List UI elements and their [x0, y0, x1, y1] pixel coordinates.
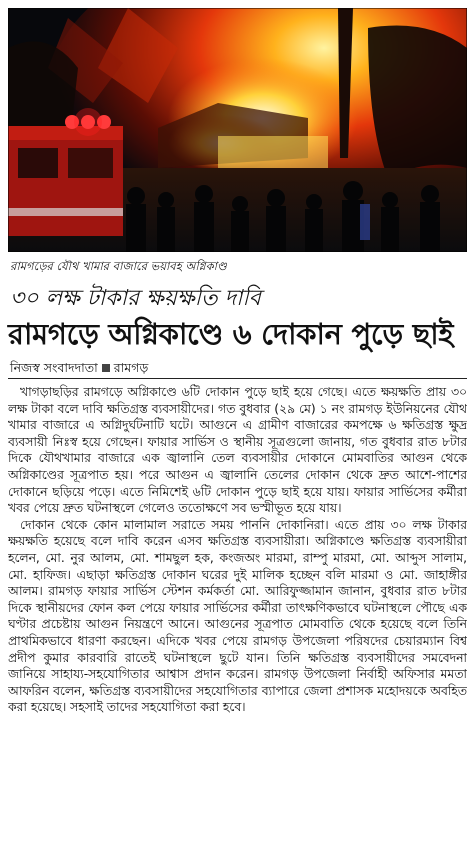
- article-body: [8, 384, 467, 849]
- byline-location: রামগড়: [113, 360, 149, 375]
- headline: রামগড়ে অগ্নিকাণ্ডে ৬ দোকান পুড়ে ছাই: [8, 317, 454, 351]
- byline-reporter: নিজস্ব সংবাদদাতা: [10, 360, 98, 375]
- fire-photo: [8, 8, 467, 252]
- paragraph: খাগড়াছড়ির রামগড়ে অগ্নিকাণ্ডে ৬টি দোকান পুড়ে ছাই হয়ে গেছে। এতে ক্ষয়ক্ষতি প্রায় ৩০ লক্ষ টাকা বলে দাবি ক্ষতিগ্রস্ত ব্যবসায়ীদের। গত বুধবার (২৯ মে) ১ নং রামগড় ইউনিয়নের যৌথ খামার বাজারে এ অগ্নিদুর্ঘটনাটি ঘটে। আগুনে এ গ্রামীণ বাজারের কমপক্ষে ৬ ক্ষতিগ্রস্ত ক্ষুদ্র ব্যবসায়ী নিঃস্ব হয়ে গেছেন। ফায়ার সার্ভিস ও স্থানীয় সূত্রগুলো জানায়, গত বুধবার রাত ৮টার দিকে যৌথখামার বাজারে এক জ্বালানি তেল ব্যবসায়ীর দোকানে মোমবাতির আগুন থেকে অগ্নিকাণ্ডের সূত্রপাত হয়। পরে আগুন এ জ্বালানি তেলের দোকান থেকে দ্রুত আশে-পাশের দোকানে ছড়িয়ে পড়ে। এতে নিমিশেই ৬টি দোকান পুড়ে ছাই হয়ে যায়। ফায়ার সার্ভিসের কর্মীরা খবর পেয়ে দ্রুত ঘটনাস্থলে গেলেও ততোক্ষণে সব ভস্মীভূত হয়ে যায়।: [8, 385, 467, 516]
- square-bullet-icon: [102, 364, 110, 372]
- byline: [10, 358, 310, 378]
- divider: [8, 378, 467, 379]
- paragraph: দোকান থেকে কোন মালামাল সরাতে সময় পাননি দোকানিরা। এতে প্রায় ৩০ লক্ষ টাকার ক্ষয়ক্ষতি হয়েছে বলে দাবি করেন এসব ক্ষতিগ্রস্ত ব্যবসায়ীরা। অগ্নিকাণ্ডে ক্ষতিগ্রস্ত ব্যবসায়ীরা হলেন, মো. নুর আলম, মো. শামছুল হক, কংজঅং মারমা, রাম্পু মারমা, মো. আব্দুস সালাম, মো. হাফিজ। এছাড়া ক্ষতিগ্রস্ত দোকান ঘরের দুই মালিক হচ্ছেন বলি মারমা ও মো. জাহাঙ্গীর আলম। রামগড় ফায়ার সার্ভিস স্টেশন কর্মকর্তা মো. আরিফুজ্জামান জানান, বুধবার রাত ৮টার দিকে স্থানীয়দের ফোন কল পেয়ে ফায়ার সার্ভিসের কর্মীরা তাৎক্ষণিকভাবে ঘটনাস্থলে পৌছে এক ঘণ্টার প্রচেষ্টায় আগুন নিয়ন্ত্রণে আনে। আগুনের সূত্রপাত মোমবাতি থেকে হয়েছে বলে তিনি প্রাথমিকভাবে ধারণা করছেন। এদিকে খবর পেয়ে রামগড় উপজেলা পরিষদের চেয়ারম্যান বিশ্ব প্রদীপ কুমার কারবারি রাতেই ঘটনাস্থলে ছুটে যান। তিনি ক্ষতিগ্রস্ত ব্যবসায়ীদের সমবেদনা জানিয়ে সাহায্য-সহযোগিতার আশ্বাস প্রদান করেন। রামগড় উপজেলা নির্বাহী অফিসার মমতা আফরিন বলেন, ক্ষতিগ্রস্ত ব্যবসায়ীদের সহযোগিতার ব্যাপারে জেলা প্রশাসক মহোদয়কে অবহিত করা হয়েছে। সহসাই তাদের সহযোগিতা করা হবে।: [8, 517, 467, 715]
- photo-caption: রামগড়ের যৌথ খামার বাজারে ভয়াবহ অগ্নিকাণ্ড: [10, 259, 227, 273]
- kicker: ৩০ লক্ষ টাকার ক্ষয়ক্ষতি দাবি: [10, 286, 261, 311]
